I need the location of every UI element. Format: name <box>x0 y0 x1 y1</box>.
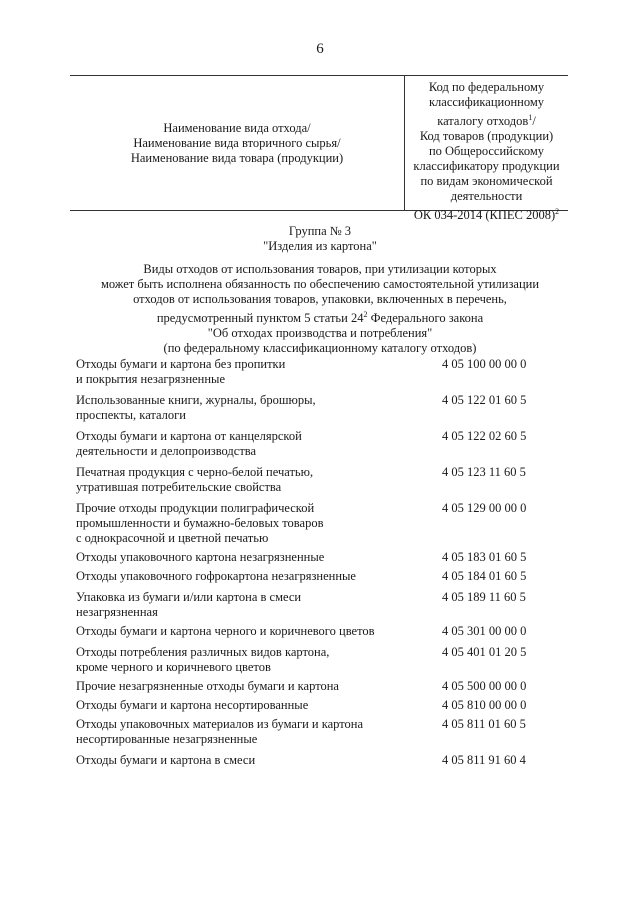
waste-name-line: незагрязненная <box>76 605 158 619</box>
waste-name-line: Печатная продукция с черно-белой печатью, <box>76 465 314 479</box>
waste-code: 4 05 810 00 00 0 <box>442 698 527 712</box>
group-description <box>0 262 640 356</box>
waste-name <box>76 717 442 747</box>
table-row <box>76 590 556 620</box>
header-code-line: классификационному <box>428 95 545 109</box>
header-code-line: каталогу отходов$^1$/ <box>437 113 536 129</box>
waste-code: 4 05 123 11 60 5 <box>442 465 526 479</box>
group-heading <box>0 224 640 254</box>
table-row <box>76 645 556 675</box>
waste-name-line: Отходы упаковочного картона незагрязненные <box>76 550 325 564</box>
waste-name-line: и покрытия незагрязненные <box>76 372 226 386</box>
waste-name <box>76 501 442 546</box>
table-row <box>76 717 556 747</box>
waste-name-line: промышленности и бумажно-беловых товаров <box>76 516 324 530</box>
waste-code: 4 05 122 02 60 5 <box>442 429 527 443</box>
table-row <box>76 569 556 584</box>
description-line: Виды отходов от использования товаров, при утилизации которых <box>143 262 497 276</box>
waste-list <box>76 357 556 768</box>
waste-name-line: проспекты, каталоги <box>76 408 186 422</box>
table-row <box>76 465 556 495</box>
header-name-line: Наименование вида вторичного сырья/ <box>133 135 341 150</box>
header-code-line: по видам экономической <box>420 174 553 189</box>
waste-name-line: Отходы упаковочных материалов из бумаги и картона <box>76 717 364 731</box>
waste-name-line: Отходы бумаги и картона черного и коричневого цветов <box>76 624 375 638</box>
description-line: "Об отходах производства и потребления" <box>207 326 433 341</box>
waste-name-line: Использованные книги, журналы, брошюры, <box>76 393 316 407</box>
header-name-line: Наименование вида отхода/ <box>163 120 311 135</box>
header-name-line: Наименование вида товара (продукции) <box>130 150 344 165</box>
header-code-line: ОК 034-2014 (КПЕС 2008)$^2$ <box>413 207 560 223</box>
table-row <box>76 698 556 713</box>
waste-name-line: Прочие незагрязненные отходы бумаги и картона <box>76 679 339 693</box>
header-code-line: Код по федеральному <box>428 80 545 94</box>
description-line: предусмотренный пунктом 5 статьи $24^2$ Федерального закона <box>156 310 484 326</box>
waste-code: 4 05 301 00 00 0 <box>442 624 527 638</box>
waste-name <box>76 569 442 584</box>
waste-name-line: Упаковка из бумаги и/или картона в смеси <box>76 590 302 604</box>
waste-name <box>76 393 442 423</box>
waste-name-line: Отходы бумаги и картона несортированные <box>76 698 309 712</box>
waste-name <box>76 550 442 565</box>
table-row <box>76 501 556 546</box>
table-row <box>76 393 556 423</box>
waste-code: 4 05 129 00 00 0 <box>442 501 527 515</box>
waste-name-line: несортированные незагрязненные <box>76 732 258 746</box>
waste-name-line: Отходы бумаги и картона в смеси <box>76 753 256 767</box>
header-name-column <box>70 76 405 210</box>
waste-name-line: Отходы бумаги и картона от канцелярской <box>76 429 302 443</box>
footnote-mark: 2 <box>555 207 560 217</box>
table-header <box>70 75 568 223</box>
waste-code: 4 05 122 01 60 5 <box>442 393 527 407</box>
table-row <box>76 624 556 639</box>
waste-name <box>76 679 442 694</box>
waste-code: 4 05 811 91 60 4 <box>442 753 526 767</box>
description-line: может быть исполнена обязанность по обеспечению самостоятельной утилизации <box>100 277 540 291</box>
superscript: 2 <box>363 310 368 319</box>
waste-code: 4 05 189 11 60 5 <box>442 590 526 604</box>
table-row <box>76 753 556 768</box>
waste-name-line: с однокрасочной и цветной печатью <box>76 531 269 545</box>
description-line: (по федеральному классификационному каталогу отходов) <box>163 341 477 356</box>
waste-code: 4 05 401 01 20 5 <box>442 645 527 659</box>
waste-name <box>76 590 442 620</box>
table-row <box>76 429 556 459</box>
page-number: 6 <box>316 41 324 57</box>
table-row <box>76 357 556 387</box>
waste-name-line: деятельности и делопроизводства <box>76 444 257 458</box>
waste-name-line: Прочие отходы продукции полиграфической <box>76 501 315 515</box>
waste-code: 4 05 811 01 60 5 <box>442 717 526 731</box>
header-code-line: классификатору продукции <box>413 159 560 174</box>
waste-code: 4 05 100 00 00 0 <box>442 357 527 371</box>
header-code-line: Код товаров (продукции) <box>419 129 554 144</box>
footnote-mark: 1 <box>528 113 533 122</box>
waste-name <box>76 429 442 459</box>
header-code-line: деятельности <box>450 189 523 204</box>
waste-name <box>76 357 442 387</box>
waste-name-line: Отходы потребления различных видов картона, <box>76 645 330 659</box>
waste-code: 4 05 184 01 60 5 <box>442 569 527 583</box>
table-row <box>76 679 556 694</box>
waste-name-line: Отходы упаковочного гофрокартона незагрязненные <box>76 569 356 583</box>
waste-code: 4 05 183 01 60 5 <box>442 550 527 564</box>
waste-name <box>76 624 442 639</box>
waste-name-line: Отходы бумаги и картона без пропитки <box>76 357 286 371</box>
waste-name <box>76 465 442 495</box>
waste-name-line: кроме черного и коричневого цветов <box>76 660 271 674</box>
group-name: "Изделия из картона" <box>263 239 377 253</box>
waste-name <box>76 698 442 713</box>
description-line: отходов от использования товаров, упаковки, включенных в перечень, <box>133 292 507 306</box>
group-number: Группа № 3 <box>288 224 352 238</box>
waste-name-line: утратившая потребительские свойства <box>76 480 282 494</box>
waste-name <box>76 645 442 675</box>
table-row <box>76 550 556 565</box>
waste-code: 4 05 500 00 00 0 <box>442 679 527 693</box>
header-code-line: по Общероссийскому <box>428 144 545 159</box>
header-code-column <box>405 76 568 223</box>
waste-name <box>76 753 442 768</box>
